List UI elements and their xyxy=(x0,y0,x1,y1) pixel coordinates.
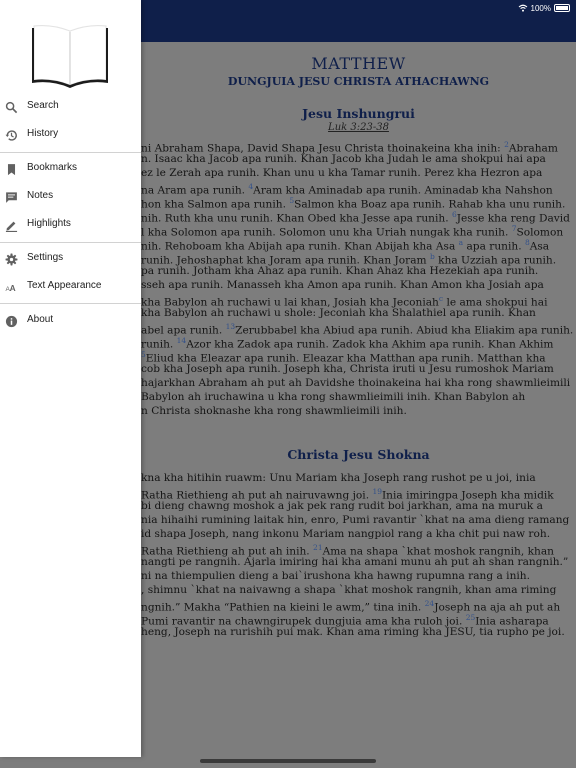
verse-text: Abraham xyxy=(508,142,558,155)
verse-text: Babylon ah iruchawina u kha rong shawmlieimili inih. Khan Babylon ah xyxy=(141,391,526,403)
section-heading-2: Christa Jesu Shokna xyxy=(287,447,430,462)
verse-text: sseh apa runih. Manasseh kha Amon apa runih. Khan Amon kha Josiah apa xyxy=(141,279,544,291)
verse-text: n. Isaac kha Jacob apa runih. Khan Jacob kha Judah le ama shokpui hai apa xyxy=(141,153,546,165)
verse-text: n Christa shoknashe kha rong shawmlieimili inih. xyxy=(141,405,407,417)
verse-text: Salmon kha Boaz apa runih. Rahab kha unu runih. xyxy=(294,198,566,211)
section-heading: Jesu Inshungrui xyxy=(302,106,415,121)
verse-text: nangti pe rangnih. Ajarla imiring hai kha amani munu ah put ah shan rangnih.” xyxy=(141,556,569,568)
verse-line[interactable] xyxy=(141,513,570,527)
info-icon xyxy=(5,315,18,328)
verse-line[interactable] xyxy=(141,597,561,614)
verse-text: Azor kha Zadok apa runih. Zadok kha Akhim apa runih. Khan Akhim xyxy=(186,338,554,351)
menu-divider xyxy=(0,242,141,243)
verse-number[interactable]: 6 xyxy=(451,210,457,219)
verse-text: apa runih. xyxy=(463,240,525,253)
verse-text: nih. Ruth kha unu runih. Khan Obed kha Jesse apa runih. xyxy=(141,212,452,225)
verse-text: nia hihaihi rumining laitak hin, enro, Pumi ravantir `khat na ama dieng ramang xyxy=(141,514,570,526)
book-title: MATTHEW xyxy=(311,54,406,73)
menu-label-highlights: Highlights xyxy=(27,218,71,229)
verse-text: Eliud kha Eleazar apa runih. Eleazar kha Matthan apa runih. Matthan kha xyxy=(145,352,546,365)
verse-line[interactable] xyxy=(141,194,566,211)
verse-text: hajarkhan Abraham ah put ah Davidshe thoinakeina hai kha rong shawmlieimili xyxy=(141,377,571,389)
menu-item-about[interactable] xyxy=(0,308,141,334)
book-subtitle: DUNGJUIA JESU CHRISTA ATHACHAWNG xyxy=(227,75,490,88)
verse-text: kna kha hitihin ruawm: Unu Mariam kha Joseph rang rushot pe u joi, inia xyxy=(141,472,536,484)
verse-number[interactable]: 4 xyxy=(248,182,254,191)
verse-text: bi dieng chawng moshok a jak pek rang rudit boi jarkhan, ama na muruk a xyxy=(141,500,543,512)
verse-line[interactable] xyxy=(141,625,565,639)
verse-number[interactable]: 25 xyxy=(465,613,476,622)
verse-text: kha Babylon ah ruchawi u shole: Jeconiah kha Shalathiel apa runih. Khan xyxy=(141,307,536,319)
menu-item-text-appearance[interactable] xyxy=(0,274,141,300)
verse-number[interactable]: 13 xyxy=(225,322,236,331)
verse-text: heng, Joseph na rurishih pui mak. Khan ama riming kha JESU, tia rupho pe joi. xyxy=(141,626,565,638)
menu-item-highlights[interactable] xyxy=(0,212,141,238)
verse-text: ni na thiempulien dieng a bai`irushona kha hawng rupumna rang a inih. xyxy=(141,570,530,582)
text-size-icon xyxy=(5,281,18,294)
verse-number[interactable]: 21 xyxy=(313,543,323,552)
search-icon xyxy=(5,101,18,114)
menu-divider xyxy=(0,303,141,304)
notes-icon xyxy=(5,191,18,204)
verse-text: Jesse kha reng David xyxy=(456,212,570,225)
verse-line[interactable] xyxy=(141,569,546,583)
verse-line[interactable] xyxy=(141,334,554,351)
svg-text:A: A xyxy=(5,286,10,294)
verse-line[interactable] xyxy=(141,485,554,502)
verse-number[interactable]: 5 xyxy=(141,350,146,359)
verse-text: id shapa Joseph, nang inkonu Mariam nangpiol rang a kha chit pui naw roh. xyxy=(141,528,551,540)
verse-text: Ama na shapa `khat moshok rangnih, khan xyxy=(322,545,554,558)
verse-line[interactable] xyxy=(141,264,546,278)
verse-line[interactable] xyxy=(141,376,571,390)
verse-number[interactable]: 19 xyxy=(372,487,382,496)
verse-line[interactable] xyxy=(141,320,574,337)
verse-text: le ama shokpui hai xyxy=(443,296,548,309)
verse-text: Inia imiringpa Joseph kha midik xyxy=(381,489,554,502)
verse-text: l kha Solomon apa runih. Solomon unu kha Uriah nungak kha runih. xyxy=(141,226,512,239)
verse-number[interactable]: 24 xyxy=(424,599,435,608)
verse-text: Ratha Riethieng ah put ah inih. xyxy=(141,545,314,558)
verse-line[interactable] xyxy=(141,541,554,558)
menu-item-settings[interactable] xyxy=(0,246,141,272)
verse-line[interactable] xyxy=(141,236,550,253)
verse-text: runih. xyxy=(141,338,177,351)
verse-line[interactable] xyxy=(141,152,546,166)
verse-text: Joseph na aja ah put ah xyxy=(434,601,561,614)
highlight-icon xyxy=(5,219,18,232)
verse-number[interactable]: 7 xyxy=(511,224,517,233)
verse-line[interactable] xyxy=(141,222,564,239)
verse-text: kha Uzziah apa runih. xyxy=(434,254,557,267)
verse-text: , shimnu `khat na naivawng a shapa `khat moshok rangnih, khan ama riming xyxy=(141,584,557,596)
verse-number[interactable]: b xyxy=(429,252,435,261)
verse-line[interactable] xyxy=(141,404,546,418)
verse-line[interactable] xyxy=(141,499,546,513)
menu-label-about: About xyxy=(27,314,54,325)
verse-text: Zerubbabel kha Abiud apa runih. Abiud kha Eliakim apa runih. xyxy=(235,324,574,337)
menu-label-search: Search xyxy=(27,100,59,111)
verse-text: Pumi ravantir na chawngirupek dungjuia ama kha ruloh joi. xyxy=(141,615,466,628)
verse-text: hon kha Salmon apa runih. xyxy=(141,198,290,211)
menu-item-history[interactable] xyxy=(0,122,141,148)
svg-text:A: A xyxy=(9,283,16,294)
open-book-icon xyxy=(30,22,110,88)
verse-line[interactable] xyxy=(141,180,553,197)
verse-line[interactable] xyxy=(141,306,546,320)
verse-text: Solomon xyxy=(516,226,564,239)
verse-line[interactable] xyxy=(141,208,570,225)
battery-icon xyxy=(554,4,570,12)
verse-line[interactable] xyxy=(141,166,546,180)
verse-text: na Aram apa runih. xyxy=(141,184,249,197)
verse-line[interactable] xyxy=(141,362,554,376)
menu-label-text-appearance: Text Appearance xyxy=(27,280,102,291)
verse-text: pa runih. Jotham kha Ahaz apa runih. Khan Ahaz kha Hezekiah apa runih. xyxy=(141,265,539,277)
wifi-icon xyxy=(518,4,528,12)
verse-text: kha Babylon ah ruchawi u lai khan, Josiah kha Jeconiah xyxy=(141,296,439,309)
verse-line[interactable] xyxy=(141,471,546,485)
verse-text: ngnih.” Makha “Pathien na kieini le awm,” tina inih. xyxy=(141,601,425,614)
menu-label-history: History xyxy=(27,128,59,139)
verse-number[interactable]: c xyxy=(438,294,444,303)
menu-item-bookmarks[interactable] xyxy=(0,156,141,182)
bookmark-icon xyxy=(5,163,18,176)
verse-number[interactable]: 14 xyxy=(176,336,187,345)
verse-line[interactable] xyxy=(141,583,557,597)
menu-divider xyxy=(0,152,141,153)
verse-number[interactable]: 8 xyxy=(524,238,530,247)
home-indicator[interactable] xyxy=(200,759,376,763)
verse-number[interactable]: 5 xyxy=(289,196,295,205)
verse-line[interactable] xyxy=(141,278,546,292)
verse-text: cob kha Joseph apa runih. Joseph kha, Christa iruti u Jesu rumoshok Mariam xyxy=(141,363,554,375)
menu-item-search[interactable] xyxy=(0,94,141,120)
menu-item-notes[interactable] xyxy=(0,184,141,210)
history-icon xyxy=(5,129,18,142)
verse-text: Inia asharapa xyxy=(475,615,549,628)
verse-line[interactable] xyxy=(141,527,551,541)
verse-text: Aram kha Aminadab apa runih. Aminadab kha Nahshon xyxy=(253,184,553,197)
menu-label-bookmarks: Bookmarks xyxy=(27,162,78,173)
verse-text: ni Abraham Shapa, David Shapa Jesu Christa thoinakeina kha inih: xyxy=(141,142,505,155)
cross-reference-link[interactable]: Luk 3:23-38 xyxy=(328,122,389,133)
navigation-drawer xyxy=(0,0,141,757)
verse-line[interactable] xyxy=(141,390,546,404)
verse-number[interactable]: a xyxy=(458,238,464,247)
verse-number[interactable]: 2 xyxy=(504,140,509,149)
verse-line[interactable] xyxy=(141,555,569,569)
gear-icon xyxy=(5,253,18,266)
verse-text: Ratha Riethieng ah put ah nairuvawng joi. xyxy=(141,489,373,502)
menu-label-notes: Notes xyxy=(27,190,54,201)
verse-line[interactable] xyxy=(141,348,546,365)
verse-text: runih. Jehoshaphat kha Joram apa runih. Khan Joram xyxy=(141,254,430,267)
battery-percent: 100% xyxy=(530,3,551,13)
menu-label-settings: Settings xyxy=(27,252,64,263)
verse-text: Asa xyxy=(529,240,550,253)
verse-text: ez le Zerah apa runih. Khan unu u kha Tamar runih. Perez kha Hezron apa xyxy=(141,167,543,179)
verse-text: nih. Rehoboam kha Abijah apa runih. Khan Abijah kha Asa xyxy=(141,240,459,253)
verse-line[interactable] xyxy=(141,611,549,628)
verse-text: abel apa runih. xyxy=(141,324,226,337)
status-bar xyxy=(518,2,570,14)
verse-line[interactable] xyxy=(141,138,558,155)
verse-line[interactable] xyxy=(141,292,548,309)
verse-line[interactable] xyxy=(141,250,557,267)
